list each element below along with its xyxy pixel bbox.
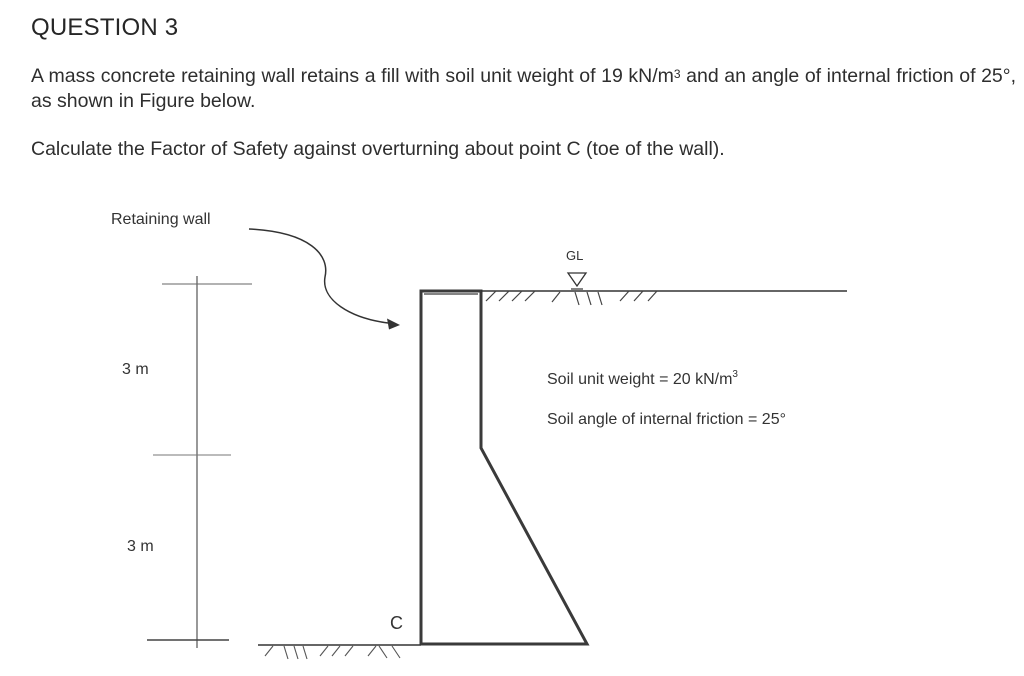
dimension-label-upper: 3 m xyxy=(122,361,149,378)
problem-statement-part1: A mass concrete retaining wall retains a fill with soil unit weight of 19 kN/m xyxy=(31,65,674,87)
soil-unit-weight-superscript: 3 xyxy=(732,369,738,380)
problem-task: Calculate the Factor of Safety against overturning about point C (toe of the wall). xyxy=(31,138,725,160)
backfill-hatching xyxy=(486,291,657,305)
soil-friction-label: Soil angle of internal friction = 25° xyxy=(547,411,786,428)
soil-unit-weight-label xyxy=(547,371,738,389)
question-heading: QUESTION 3 xyxy=(31,14,179,41)
leader-arrow-head xyxy=(387,319,400,330)
problem-statement-superscript: 3 xyxy=(673,67,681,81)
ground-level-label: GL xyxy=(566,248,584,263)
problem-statement-part2: and an angle of internal friction of 25°, as shown in Figure below. xyxy=(31,65,1016,112)
retaining-wall-outline xyxy=(421,291,587,644)
retaining-wall-label: Retaining wall xyxy=(111,211,211,228)
soil-unit-weight-text: Soil unit weight = 20 kN/m xyxy=(547,371,733,388)
toe-point-label: C xyxy=(390,613,403,633)
leader-arrow xyxy=(249,229,388,323)
toe-hatching xyxy=(265,646,400,659)
dimension-label-lower: 3 m xyxy=(127,538,154,555)
ground-level-marker xyxy=(568,273,586,286)
